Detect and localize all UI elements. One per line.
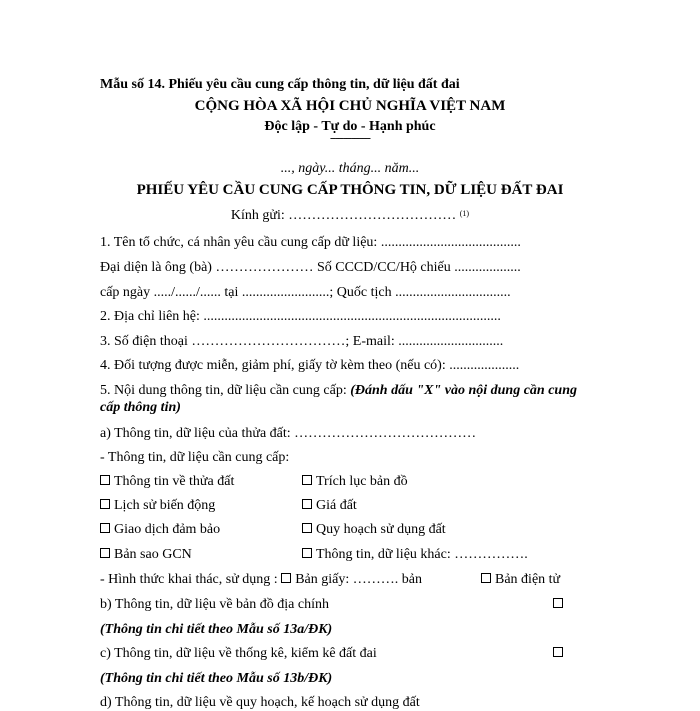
usage-paper: Bản giấy: ………. bản xyxy=(295,572,422,587)
option-map-extract[interactable]: Trích lục bản đồ xyxy=(302,473,408,490)
field-exemption[interactable]: 4. Đối tượng được miễn, giảm phí, giấy tờ kèm theo (nếu có): .................... xyxy=(100,358,520,373)
checkbox-icon[interactable] xyxy=(302,523,312,533)
content-heading-text: 5. Nội dung thông tin, dữ liệu cần cung cấp: xyxy=(100,383,351,398)
option-secured-transaction[interactable]: Giao dịch đảm bảo xyxy=(100,521,220,538)
form-number: Mẫu số 14. Phiếu yêu cầu cung cấp thông tin, dữ liệu đất đai xyxy=(100,77,460,92)
checkbox-icon[interactable] xyxy=(553,598,563,608)
checkbox-icon[interactable] xyxy=(302,499,312,509)
field-issue-date[interactable]: cấp ngày ...../....../...... tại .........................; Quốc tịch ................................. xyxy=(100,285,511,300)
checkbox-icon[interactable] xyxy=(100,475,110,485)
option-certificate-copy[interactable]: Bản sao GCN xyxy=(100,546,192,563)
checkbox-icon[interactable] xyxy=(302,475,312,485)
section-land-use-planning: d) Thông tin, dữ liệu về quy hoạch, kế hoạch sử dụng đất xyxy=(100,695,420,710)
field-requester-name[interactable]: 1. Tên tổ chức, cá nhân yêu cầu cung cấp dữ liệu: ........................................ xyxy=(100,235,521,250)
motto-rule: --------------- xyxy=(330,132,370,144)
motto: Độc lập - Tự do - Hạnh phúc xyxy=(264,119,436,134)
usage-label: - Hình thức khai thác, sử dụng : xyxy=(100,572,282,587)
form-title: PHIẾU YÊU CẦU CUNG CẤP THÔNG TIN, DỮ LIỆU ĐẤT ĐAI xyxy=(136,182,564,198)
date-line: ..., ngày... tháng... năm... xyxy=(280,161,420,176)
section-land-statistics: c) Thông tin, dữ liệu về thống kê, kiểm kê đất đai xyxy=(100,646,377,661)
option-land-price[interactable]: Giá đất xyxy=(302,497,357,514)
option-land-use-plan[interactable]: Quy hoạch sử dụng đất xyxy=(302,521,446,538)
greeting-line xyxy=(0,207,700,224)
field-representative[interactable]: Đại diện là ông (bà) ………………… Số CCCD/CC/Hộ chiếu ................... xyxy=(100,260,521,275)
option-parcel-info[interactable]: Thông tin về thửa đất xyxy=(100,473,234,490)
checkbox-icon[interactable] xyxy=(281,573,291,583)
republic-heading: CỘNG HÒA XÃ HỘI CHỦ NGHĨA VIỆT NAM xyxy=(194,98,506,114)
greeting: Kính gửi: ……………………………… xyxy=(230,208,457,223)
option-change-history[interactable]: Lịch sử biến động xyxy=(100,497,215,514)
option-other-info[interactable]: Thông tin, dữ liệu khác: ……………. xyxy=(302,546,528,563)
section-cadastral-map-note: (Thông tin chi tiết theo Mẫu số 13a/ĐK) xyxy=(100,622,333,637)
field-address[interactable]: 2. Địa chỉ liên hệ: ..................................................................................... xyxy=(100,309,501,324)
section-cadastral-map: b) Thông tin, dữ liệu về bản đồ địa chính xyxy=(100,597,329,612)
checkbox-icon[interactable] xyxy=(100,548,110,558)
content-heading-note: (Đánh dấu "X" vào nội dung cần cung xyxy=(350,383,577,398)
checkbox-icon[interactable] xyxy=(553,647,563,657)
field-parcel-info[interactable]: a) Thông tin, dữ liệu của thửa đất: ………………………………… xyxy=(100,426,477,441)
checkbox-icon[interactable] xyxy=(302,548,312,558)
content-heading-note-cont: cấp thông tin) xyxy=(100,400,181,415)
greeting-note: (1) xyxy=(459,209,470,218)
checkbox-icon[interactable] xyxy=(100,523,110,533)
usage-electronic[interactable]: Bản điện tử xyxy=(481,571,560,588)
checkbox-icon[interactable] xyxy=(100,499,110,509)
section-cadastral-map-checkbox[interactable] xyxy=(553,596,567,613)
content-heading xyxy=(100,382,577,399)
section-land-statistics-checkbox[interactable] xyxy=(553,645,567,662)
checkbox-icon[interactable] xyxy=(481,573,491,583)
options-heading: - Thông tin, dữ liệu cần cung cấp: xyxy=(100,450,290,465)
field-phone-email[interactable]: 3. Số điện thoại ……………………………; E-mail: .............................. xyxy=(100,334,504,349)
section-land-statistics-note: (Thông tin chi tiết theo Mẫu số 13b/ĐK) xyxy=(100,671,333,686)
usage-form-row xyxy=(100,571,422,588)
